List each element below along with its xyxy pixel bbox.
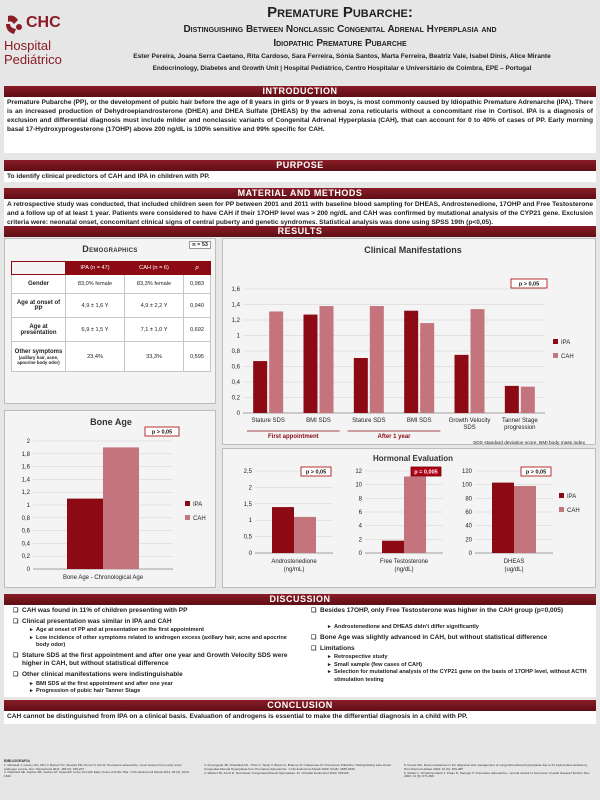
conclusion-text: CAH cannot be distinguished from IPA on a clinical basis. Evaluation of androgens is essential to make the differential diagnosis in a child with PP. (4, 711, 596, 724)
legend-swatch-cah (559, 507, 564, 512)
y-tick-label: 0,6 (21, 528, 30, 535)
y-tick-label: 0,2 (21, 554, 30, 561)
discussion-body (4, 605, 596, 697)
reference-item: 4. Witchel SF, Azziz R. Nonclassic Congenital Adrenal Hyperplasia. Int J Pediatr Endocrinol 2010; 625105 (204, 770, 349, 775)
discussion-left (22, 607, 302, 697)
y-tick-label: 2 (358, 537, 362, 544)
table-row: Age at onset of PP 4,9 ± 1,6 Y 4,9 ± 2,2 Y 0,940 (12, 294, 211, 318)
bar-cah (514, 486, 536, 553)
y-tick-label: 2 (248, 485, 252, 492)
discussion-subpoint: ▸ Androstenedione and DHEAS didn't differ significantly (334, 624, 588, 632)
y-tick-label: 1 (248, 518, 252, 525)
y-tick-label: 1,6 (21, 464, 30, 471)
x-tick-label: Tanner Stage (501, 418, 538, 424)
legend-swatch-ipa (185, 501, 190, 506)
purpose-title: PURPOSE (4, 160, 596, 171)
x-tick-label: BMI SDS (406, 418, 432, 424)
y-tick-label: 10 (355, 482, 362, 489)
legend-swatch-cah (553, 353, 558, 358)
p-value-label: p > 0,05 (151, 429, 173, 436)
bar-cah (471, 309, 485, 413)
reference-item: 6. Ibáñez L, Dimartino-Nardi J, Potau N, Saenger P. Premature adrenarche—normal variant or forerunner of adult disease? Endocr Rev 2000; 21 (6): 671-696 (404, 770, 590, 779)
y-tick-label: 6 (358, 510, 362, 516)
p-value-label: p > 0,05 (518, 281, 540, 288)
p-value-label: p > 0,05 (525, 469, 547, 476)
reference-item: 1. Idkowiak J, Lavery GG, Dhir V, Barrett TG, Stewart PM, Krone N, Arlt W. Premature adrenarche: novel lessons from early onset androgen excess. Eur J Endocrinol 2011; 165 (2): 189-207 (4, 762, 182, 771)
bone-age-panel (4, 410, 216, 588)
y-tick-label: 0,4 (21, 541, 30, 548)
legend-label-ipa: IPA (193, 502, 203, 508)
discussion-title: DISCUSSION (4, 594, 596, 605)
y-tick-label: 0,2 (231, 395, 240, 402)
y-tick-label: 2,5 (243, 469, 252, 475)
x-tick-unit: (ng/dL) (394, 567, 414, 573)
discussion-subpoint: ▸ BMI SDS at the first appointment and after one year (36, 681, 298, 689)
demographics-title: Demographics (82, 244, 138, 254)
legend-label-cah: CAH (193, 516, 206, 522)
group-label: First appointment (267, 434, 319, 440)
y-tick-label: 0,6 (231, 364, 240, 371)
x-tick-label: Bone Age - Chronological Age (62, 575, 144, 581)
discussion-point: ❏ CAH was found in 11% of children presenting with PP (22, 607, 298, 615)
introduction-title: INTRODUCTION (4, 86, 596, 97)
x-tick-label: progression (504, 425, 536, 431)
x-tick-label: Growth Velocity (448, 418, 491, 424)
hormonal-chart (223, 449, 597, 589)
y-tick-label: 20 (465, 537, 472, 544)
x-tick-label: DHEAS (503, 559, 525, 565)
y-tick-label: 1,6 (231, 287, 240, 293)
poster-title: Premature Pubarche: (267, 4, 413, 21)
poster-subtitle-line2: Idiopathic Premature Pubarche (273, 38, 407, 49)
y-tick-label: 2 (26, 439, 30, 445)
bar-ipa (253, 361, 267, 413)
legend-label-ipa: IPA (567, 494, 577, 500)
y-tick-label: 40 (465, 523, 472, 530)
bar-cah (420, 323, 434, 413)
y-tick-label: 0,8 (231, 349, 240, 355)
y-tick-label: 0,4 (231, 380, 240, 386)
chart-title: Hormonal Evaluation (372, 454, 454, 463)
bar-cah (370, 306, 384, 413)
logo-chc: CHC (26, 14, 61, 31)
x-tick-label: Free Testosterone (379, 559, 429, 565)
discussion-subpoint: ▸ Age at onset of PP and at presentation on the first appointment (36, 627, 298, 635)
bar-cah (404, 476, 426, 553)
y-tick-label: 1,2 (21, 490, 30, 497)
y-tick-label: 120 (461, 469, 472, 475)
discussion-subpoint: ▸ Small sample (few cases of CAH) (334, 662, 588, 670)
bar-cah (521, 387, 535, 413)
y-tick-label: 8 (358, 496, 362, 503)
y-tick-label: 1,4 (21, 477, 30, 484)
hospital-logo (4, 8, 84, 68)
logo-mark-icon (4, 14, 24, 36)
discussion-subpoint: ▸ Progression of pubic hair Tanner Stage (36, 688, 298, 696)
demographics-panel (4, 238, 216, 404)
authors: Ester Pereira, Joana Serra Caetano, Rita Cardoso, Sara Ferreira, Sónia Santos, Marta Ferreira, Beatriz Vale, Isabel Dinis, Alice Mirante (133, 53, 551, 60)
y-tick-label: 12 (355, 469, 362, 475)
bar-ipa (492, 483, 514, 553)
bar-ipa (404, 311, 418, 413)
bar-cah (320, 306, 334, 413)
x-tick-label: Stature SDS (352, 418, 386, 424)
y-tick-label: 0 (358, 551, 362, 557)
discussion-point: ❏ Stature SDS at the first appointment and after one year and Growth Velocity SDS were higher in CAH, but without statistical difference (22, 652, 298, 668)
chart-title: Clinical Manifestations (364, 245, 462, 255)
bar-ipa (67, 499, 103, 569)
x-tick-label: SDS (463, 425, 476, 431)
table-row: Gender 83,0% female 83,3% female 0,983 (12, 275, 211, 294)
introduction-text: Premature Pubarche (PP), or the development of pubic hair before the age of 8 years in girls or 9 years in boys, is most commonly caused by Idiopathic Premature Adrenarche (IPA). There is an increased production of Dehydroepiandrosterone (DHEA) and DHEA Sulfate (DHEAS) by the adrenal zona reticularis without a concomitant rise in Cortisol. IPA is a diagnosis of exclusion and differential diagnosis must include milder and nonclassic variants of Congenital Adrenal Hyperplasia (CAH), that can account for 0 to 40% of cases of PP. Early morning basal 17-Hydroxyprogesterone (17OHP) above 200 ng/dL is 100% sensitive and 99% specific for CAH. (4, 97, 596, 153)
y-tick-label: 0,8 (21, 515, 30, 522)
legend-swatch-ipa (559, 493, 564, 498)
bar-ipa (272, 507, 294, 553)
col-header-cah: CAH (n = 6) (125, 262, 184, 275)
x-tick-label: Androstenedione (271, 559, 317, 565)
bibliography (4, 760, 596, 788)
results-title: RESULTS (4, 226, 596, 237)
hormonal-panel (222, 448, 596, 588)
discussion-subpoint: ▸ Retrospective study (334, 654, 588, 662)
methods-text: A retrospective study was conducted, that included children seen for PP between 2001 and 2011 with baseline blood sampling for DHEAS, Androstenedione, 17OHP and Free Testosterone and a follow up of at least 1 year. Patients were considered to have CAH if their 17OHP level was > 200 ng/dL and CAH was confirmed by mutational analysis of the CYP21 gene. Exclusion criteria were: neonatal onset, concomitant clinical signs of central puberty and genetic syndromes. Statistical analysis was done using SPSS 19th (p<0,05). (4, 199, 596, 237)
bar-ipa (505, 386, 519, 413)
bibliography-title: BIBLIOGRAFIA (4, 759, 30, 763)
poster-subtitle-line1: Distinguishing Between Nonclassic Congenital Adrenal Hyperplasia and (183, 24, 497, 35)
bar-ipa (455, 355, 469, 413)
reference-item: 2. Oberfield SE, Sopher AB, Gerken AT. Approach to the Girl with Early Onset of Pubic Hair. J Clin Endocrinol Metab 2011; 96 (6): 1610-1622 (4, 770, 190, 779)
chart-title: Bone Age (90, 417, 132, 427)
table-row: Other symptoms (axillary hair, acne, apocrine body odor) 23,4% 33,3% 0,595 (12, 342, 211, 372)
header (0, 0, 600, 98)
y-tick-label: 60 (465, 510, 472, 516)
clinical-chart (223, 239, 597, 446)
discussion-subpoint: ▸ Low incidence of other symptoms related to androgen excess (axillary hair, acne and apocrine body odor) (36, 635, 298, 650)
methods-title: MATERIAL AND METHODS (4, 188, 596, 199)
y-tick-label: 0 (468, 551, 472, 557)
discussion-point: ❏ Other clinical manifestations were indistinguishable (22, 671, 298, 679)
discussion-point: ❏ Limitations (320, 645, 588, 653)
y-tick-label: 80 (465, 496, 472, 503)
y-tick-label: 0,5 (243, 534, 252, 541)
legend-swatch-ipa (553, 339, 558, 344)
legend-label-cah: CAH (567, 508, 580, 514)
bar-cah (294, 517, 316, 553)
bar-cah (269, 311, 283, 413)
discussion-point: ❏ Clinical presentation was similar in IPA and CAH (22, 618, 298, 626)
legend-label-ipa: IPA (561, 340, 571, 346)
y-tick-label: 1 (236, 333, 240, 340)
bone-age-chart (5, 411, 217, 589)
bar-ipa (382, 541, 404, 553)
y-tick-label: 0 (248, 551, 252, 557)
x-tick-label: Stature SDS (251, 418, 285, 424)
sample-size-badge: n = 53 (189, 241, 211, 249)
legend-label-cah: CAH (561, 354, 574, 360)
y-tick-label: 1,2 (231, 318, 240, 324)
col-header-ipa: IPA (n = 47) (66, 262, 125, 275)
p-value-label: p > 0,05 (305, 469, 327, 476)
discussion-point: ❏ Bone Age was slightly advanced in CAH, but without statistical difference (320, 634, 588, 642)
chart-footnote: SDS standard deviation score, BMI body mass index (473, 441, 585, 446)
bar-ipa (354, 358, 368, 413)
col-header-p: p (184, 262, 211, 275)
table-row: Age at presentation 6,9 ± 1,5 Y 7,1 ± 1,0 Y 0,692 (12, 318, 211, 342)
y-tick-label: 1 (26, 503, 30, 509)
group-label: After 1 year (377, 434, 411, 440)
x-tick-unit: (ng/mL) (283, 567, 305, 573)
p-value-label: p = 0,005 (414, 469, 438, 476)
reference-item: 5. Forest MG. Recent advances in the diagnosis and management of congenital adrenal hyperplasia due to 21-hydroxylase deficiency. Hum Reprod Update 2004; 10 (6): 469-485 (404, 763, 588, 771)
y-tick-label: 1,8 (21, 451, 30, 458)
y-tick-label: 100 (461, 482, 472, 489)
reference-item: 3. Armengaud JB, Charkaluk ML, Trivin C, Tardy V, Bréart G, Brauner R, Chalumeau M. Precocious Pubarche: Distinguishing Late-Onset Congenital Adrenal Hyperplasia from Premature Adrenarche. J Clin Endocrinol Metab 2009; 94 (8): 2835-2840 (204, 763, 392, 771)
y-tick-label: 0 (236, 411, 240, 417)
legend-swatch-cah (185, 515, 190, 520)
demographics-table (11, 261, 211, 372)
x-tick-label: BMI SDS (306, 418, 331, 424)
discussion-point: ❏ Besides 17OHP, only Free Testosterone was higher in the CAH group (p=0,005) (320, 607, 588, 615)
logo-pediatrico: Pediátrico (4, 52, 62, 67)
discussion-right (320, 607, 592, 697)
conclusion-title: CONCLUSION (4, 700, 596, 711)
discussion-subpoint: ▸ Selection for mutational analysis of the CYP21 gene on the basis of 17OHP level, without ACTH stimulation testing (334, 669, 588, 684)
y-tick-label: 1,5 (243, 501, 252, 508)
x-tick-unit: (ug/dL) (504, 567, 524, 573)
y-tick-label: 0 (26, 567, 30, 573)
y-tick-label: 4 (358, 523, 362, 530)
clinical-panel (222, 238, 596, 445)
bar-cah (103, 447, 139, 569)
purpose-text: To identify clinical predictors of CAH and IPA in children with PP. (4, 171, 596, 182)
bar-ipa (304, 315, 318, 413)
y-tick-label: 1,4 (231, 302, 240, 309)
logo-hospital: Hospital (4, 38, 51, 53)
affiliation: Endocrinology, Diabetes and Growth Unit | Hospital Pediátrico, Centro Hospitalar e Universitário de Coimbra, EPE – Portugal (152, 65, 532, 72)
